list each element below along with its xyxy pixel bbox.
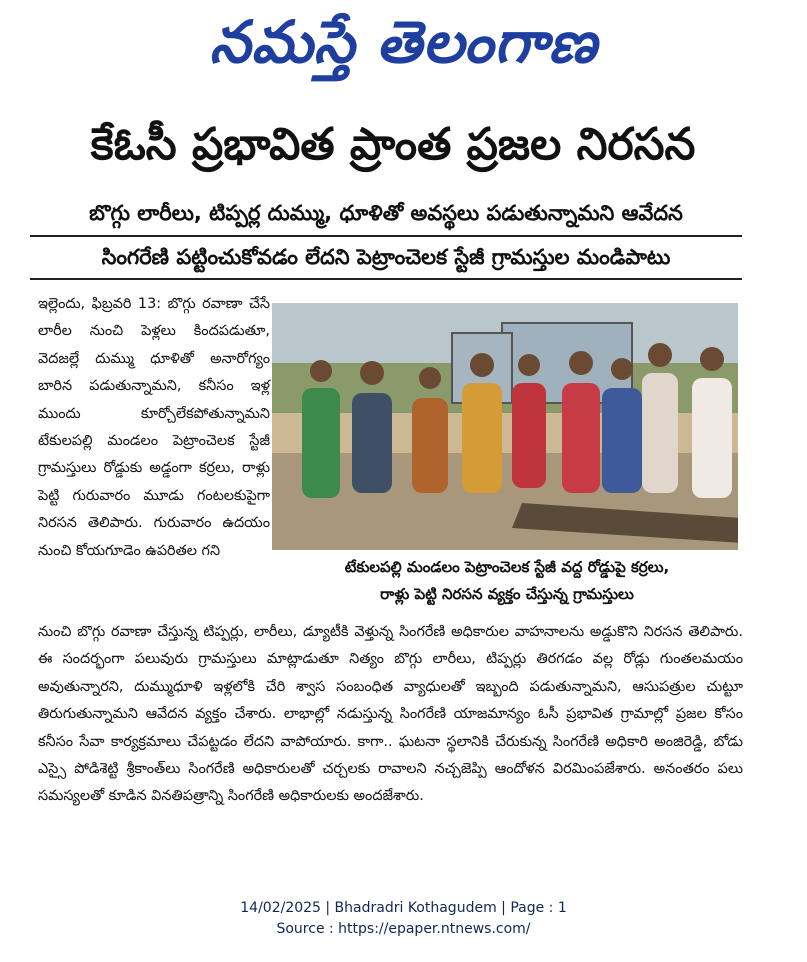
next-headline-cropped xyxy=(48,866,708,882)
masthead-logo: నమస్తే తెలంగాణ xyxy=(209,8,598,76)
photo-caption xyxy=(272,554,742,608)
article-body-text: నుంచి బొగ్గు రవాణా చేస్తున్న టిప్పర్లు, లారీలు, డ్యూటీకి వెళ్తున్న సింగరేణి అధికారుల వాహనాలను అడ్డుకొని నిరసన తెలిపారు. ఈ సందర్భంగా పలువురు గ్రామస్తులు మాట్లాడుతూ నిత్యం బొగ్గు లారీలు, టిప్పర్లు తిరగడం వల్ల రోడ్లు గుంతలమయం అవుతున్నారని, దుమ్ముధూళి ఇళ్లలోకి చేరి శ్వాస సంబంధిత వ్యాధులతో ఇబ్బంది పడుతున్నామని, ఆసుపత్రుల చుట్టూ తిరుగుతున్నామని ఆవేదన వ్యక్తం చేశారు. లాభాల్లో నడుస్తున్న సింగరేణి యాజమాన్యం ఓసీ ప్రభావిత గ్రామాల్లో ప్రజల కోసం కనీసం సేవా కార్యక్రమాలు చేపట్టడం లేదని వాపోయారు. కాగా.. ఘటనా స్థలానికి చేరుకున్న సింగరేణి అధికారి అంజిరెడ్డి, బోడు ఎస్సై పోడిశెట్టి శ్రీకాంత్‌లు సింగరేణి అధికారులతో చర్చలకు రావాలని నచ్చజెప్పి ఆందోళన విరమింపజేశారు. అనంతరం పలు సమస్యలతో కూడిన వినతిపత్రాన్ని సింగరేణి అధికారులకు అందజేశారు. xyxy=(38,624,743,805)
article-column-text: ఇల్లెందు, ఫిబ్రవరి 13: బొగ్గు రవాణా చేసే లారీల నుంచి పెళ్లలు కిందపడుతూ, వెదజల్లే దుమ్ము ధూళితో అనారోగ్యం బారిన పడుతున్నామని, కనీసం ఇళ్ల ముందు కూర్చోలేకపోతున్నామని టేకులపల్లి మండలం పెట్రాంచెలక స్టేజీ గ్రామస్తులు రోడ్డుకు అడ్డంగా కర్రలు, రాళ్లు పెట్టి గురువారం మూడు గంటలకుపైగా నిరసన తెలిపారు. గురువారం ఉదయం నుంచి కోయగూడెం ఉపరితల గని xyxy=(38,296,270,559)
footer-date-edition-page: 14/02/2025 | Bhadradri Kothagudem | Page : 1 xyxy=(240,900,567,916)
protest-photo-illustration xyxy=(272,303,738,550)
article-subhead-1: బొగ్గు లారీలు, టిప్పర్ల దుమ్ము, ధూళితో అవస్థలు పడుతున్నామని ఆవేదన xyxy=(89,201,683,225)
footer xyxy=(0,898,807,940)
article-subhead-2: సింగరేణి పట్టించుకోవడం లేదని పెట్రాంచెలక స్టేజీ గ్రామస్తుల మండిపాటు xyxy=(101,245,671,269)
article-column xyxy=(38,291,270,565)
photo-caption-line-2: రాళ్లు పెట్టి నిరసన వ్యక్తం చేస్తున్న గ్రామస్తులు xyxy=(380,585,634,603)
footer-source: Source : https://epaper.ntnews.com/ xyxy=(276,921,531,937)
news-clipping xyxy=(8,98,800,882)
news-photo xyxy=(272,303,738,550)
subhead-divider xyxy=(30,235,742,237)
photo-caption-line-1: టేకులపల్లి మండలం పెట్రాంచెలక స్టేజీ వద్ద రోడ్డుపై కర్రలు, xyxy=(344,558,670,576)
article-headline: కేఓసీ ప్రభావిత ప్రాంత ప్రజల నిరసన xyxy=(90,119,696,170)
article-body xyxy=(38,619,743,811)
subhead-divider xyxy=(30,278,742,280)
